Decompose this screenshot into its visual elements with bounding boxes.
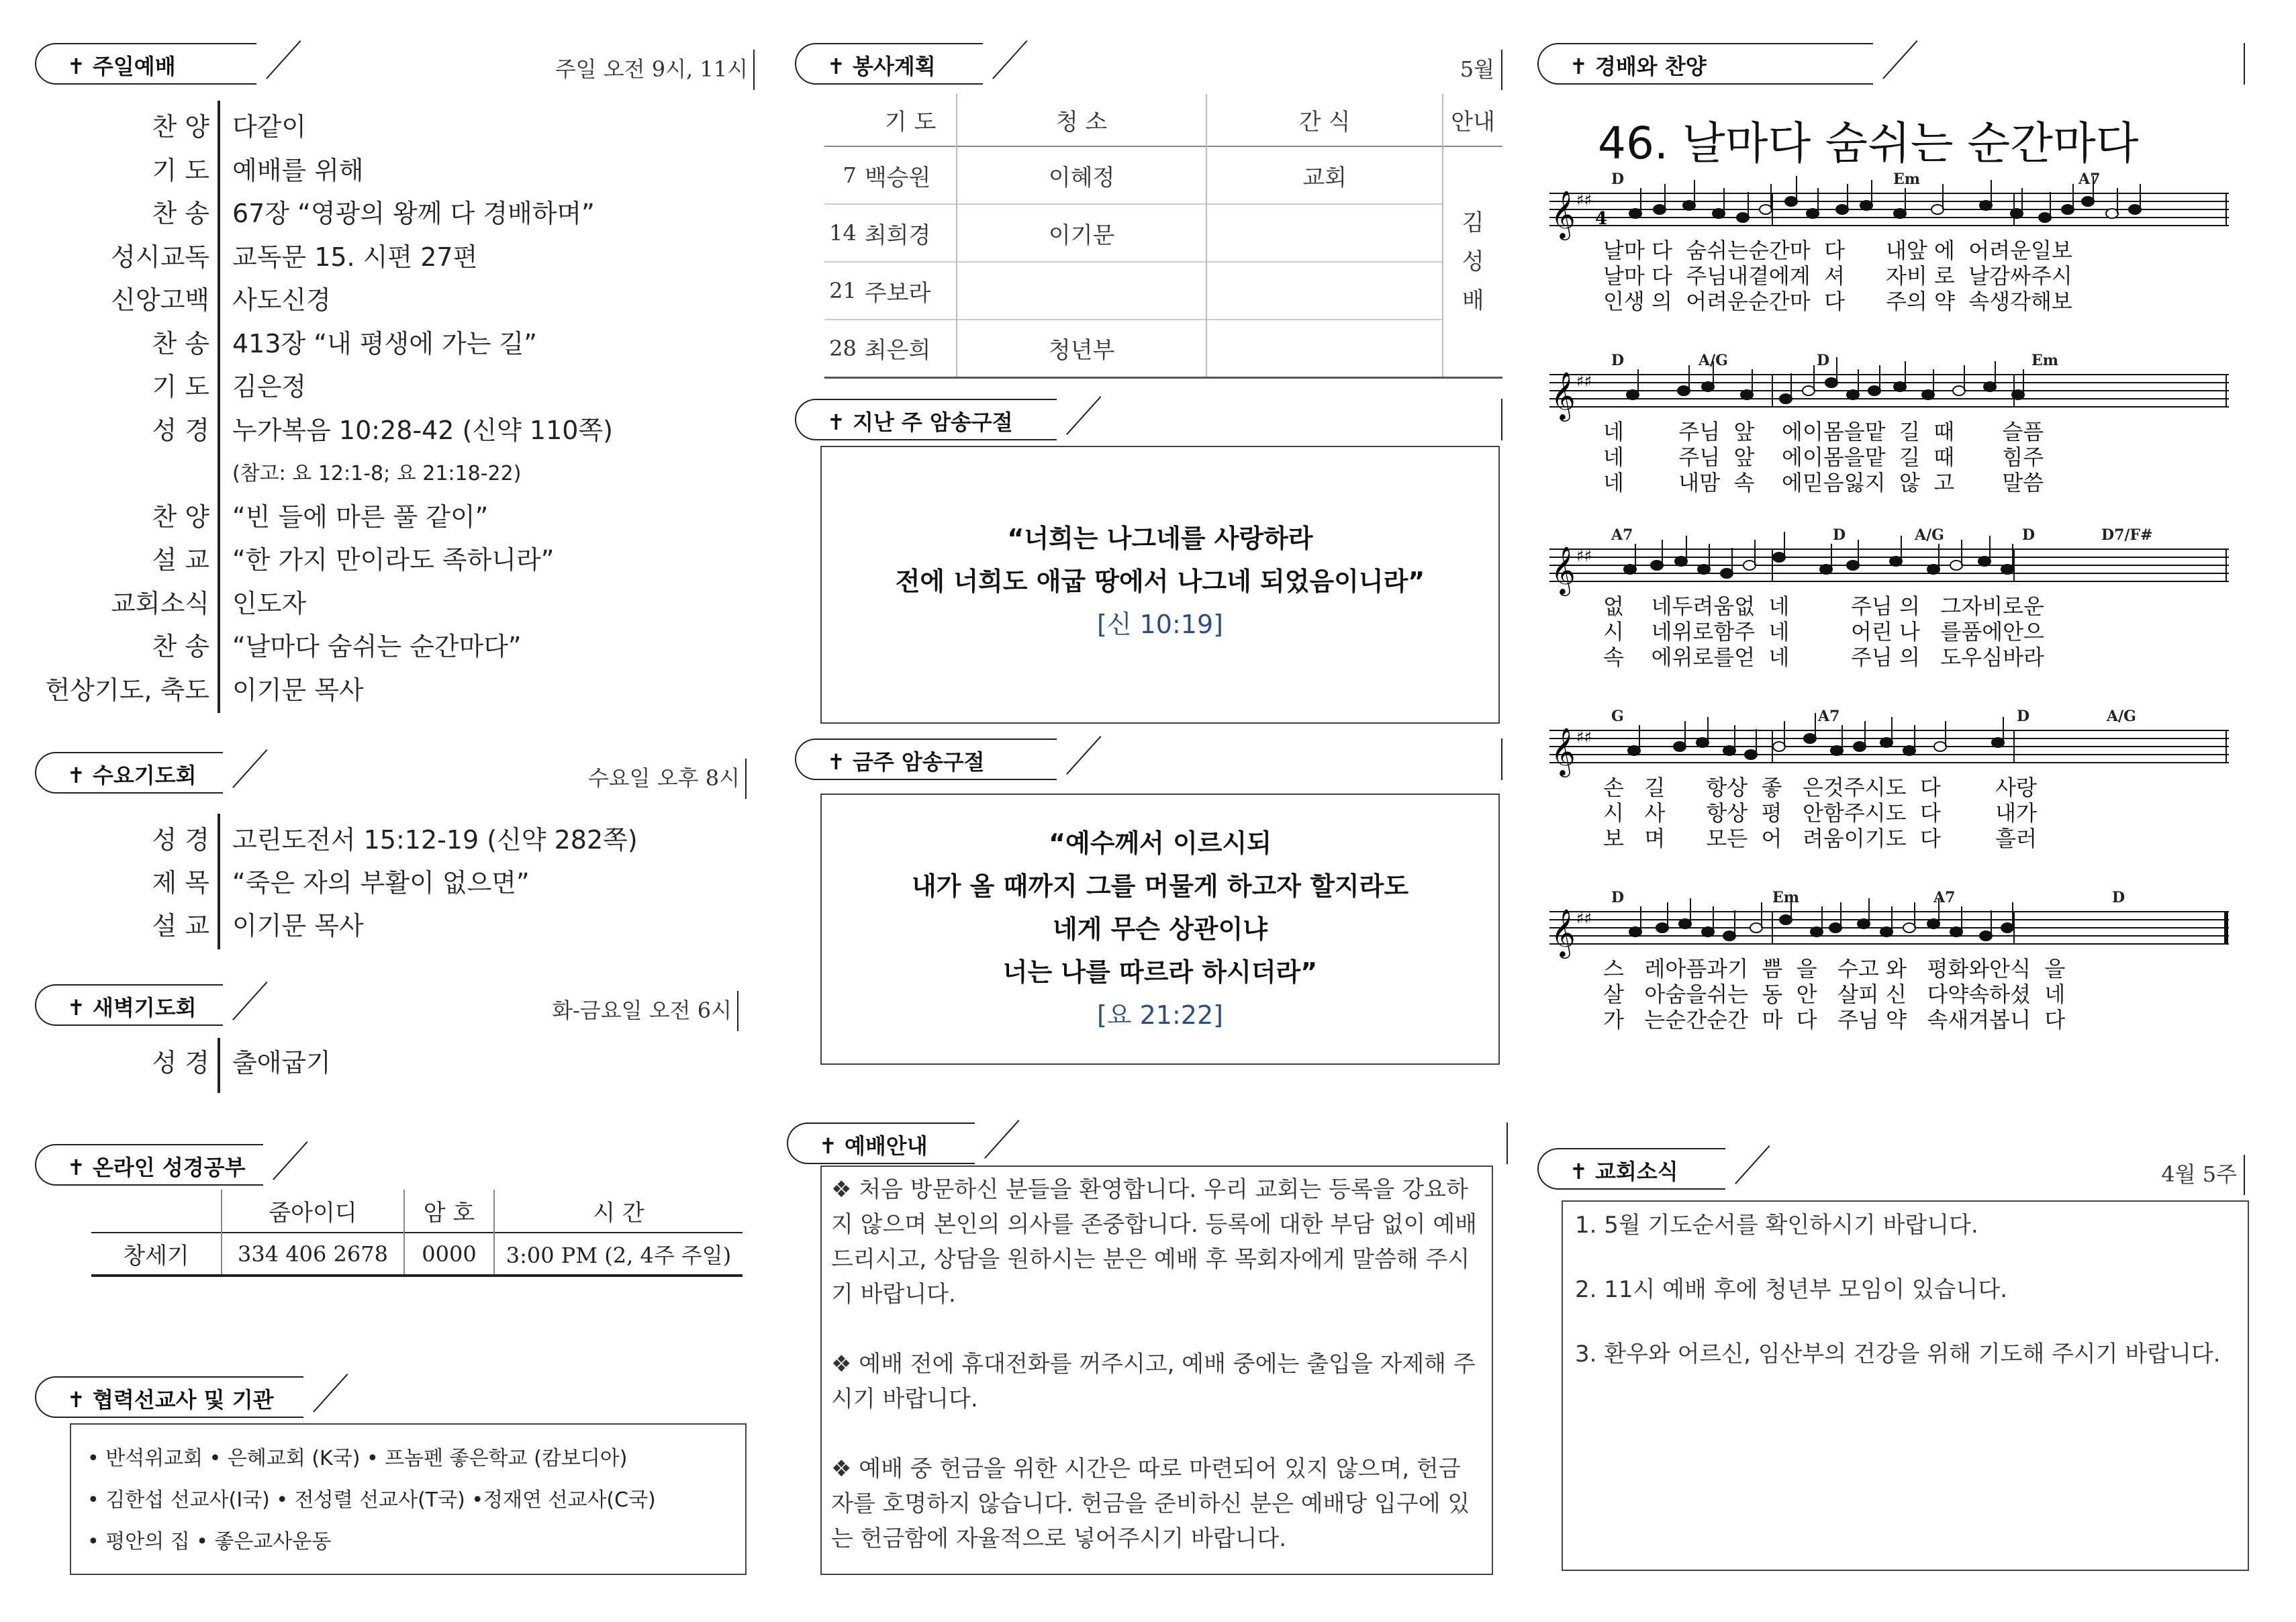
guide-paragraph: ❖ 예배 전에 휴대전화를 꺼주시고, 예배 중에는 출입을 자제해 주시기 바랍니다. <box>831 1351 1476 1413</box>
chord-symbol: G <box>1611 708 1624 725</box>
lyric-line: 없 네두려움없 네 주님 의 그자비로운 <box>1603 593 2044 619</box>
note-head <box>1803 386 1815 395</box>
service-cell <box>1206 320 1443 377</box>
note-head <box>1627 390 1639 399</box>
note-head <box>1629 209 1641 218</box>
chord-symbol: D <box>2022 526 2036 544</box>
verse-reference: [요 21:22] <box>1097 1000 1223 1030</box>
order-label: 성 경 <box>152 825 209 855</box>
note-head <box>1836 205 1848 214</box>
note-head <box>1679 919 1691 928</box>
mission-line: • 김한섭 선교사(I국) • 전성렬 선교사(T국) •정재연 선교사(C국) <box>87 1488 656 1512</box>
online-header-cell: 암 호 <box>404 1190 494 1233</box>
note-head <box>2082 197 2094 206</box>
service-header-cell: 청 소 <box>957 94 1206 146</box>
online-cell: 창세기 <box>123 1243 189 1270</box>
note-head <box>1922 390 1934 399</box>
note-head <box>2106 209 2118 218</box>
chord-symbol: D <box>1611 171 1625 188</box>
order-value: “날마다 숨쉬는 순간마다” <box>232 632 522 661</box>
lyric-line: 날마 다 주님내곁에계 셔 자비 로 날감싸주시 <box>1603 263 2072 289</box>
treble-clef-icon: 𝄞 <box>1551 726 1576 775</box>
note-head <box>1773 742 1785 751</box>
this-verse-title: ✝ 금주 암송구절 <box>827 749 985 775</box>
order-label: 신앙고백 <box>111 285 209 315</box>
online-cell: 3:00 PM (2, 4주 주일) <box>494 1233 743 1276</box>
chord-symbol: D <box>1817 352 1830 369</box>
note-head <box>1785 197 1797 206</box>
lyric-line: 네 주님 앞 에이몸을맡 길 때 힘주 <box>1603 444 2044 470</box>
note-head <box>1656 923 1668 933</box>
service-cell: 이기문 <box>957 204 1206 262</box>
note-head <box>1858 919 1870 928</box>
note-head <box>1629 927 1641 937</box>
sunday-header <box>35 43 755 85</box>
order-label: 성 경 <box>152 415 209 445</box>
note-head <box>2129 205 2141 214</box>
note-head <box>1702 927 1714 937</box>
note-head <box>1780 915 1792 924</box>
note-head <box>1992 738 2004 747</box>
note-head <box>1868 386 1880 395</box>
key-signature-icon: ♯♯ <box>1576 372 1592 391</box>
note-head <box>1654 205 1666 214</box>
key-signature-icon: ♯♯ <box>1576 909 1592 928</box>
lyric-line: 가 는순간순간 마 다 주님 약 속새겨봅니 다 <box>1603 1007 2066 1033</box>
guide-title: ✝ 예배안내 <box>819 1133 928 1159</box>
order-label: 설 교 <box>152 911 209 941</box>
missions-header <box>35 1376 747 1418</box>
chord-symbol: A/G <box>1915 526 1944 544</box>
order-value: “빈 들에 마른 풀 같이” <box>232 502 489 532</box>
order-value: 누가복음 10:28-42 (신약 110쪽) <box>232 415 613 445</box>
order-label: 설 교 <box>152 545 209 575</box>
order-value: 67장 “영광의 왕께 다 경배하며” <box>232 199 595 228</box>
service-header <box>795 43 1502 85</box>
verse-line: 네게 무슨 상관이냐 <box>1052 914 1268 944</box>
online-table <box>91 1190 743 1277</box>
note-head <box>2012 390 2024 399</box>
treble-clef-icon: 𝄞 <box>1551 189 1576 238</box>
guide-paragraph: ❖ 처음 방문하신 분들을 환영합니다. 우리 교회는 등록을 강요하지 않으며 본인의 의사를 존중합니다. 등록에 대한 부담 없이 예배드리시고, 상담을 원하시는 분은 예배 후 목회자에게 말씀해 주시기 바랍니다. <box>831 1176 1478 1308</box>
note-head <box>2001 923 2013 933</box>
chord-symbol: A/G <box>2107 708 2136 725</box>
note-head <box>1811 927 1823 937</box>
note-head <box>1696 738 1709 747</box>
online-header-cell: 줌아이디 <box>222 1190 404 1233</box>
lyric-line: 네 주님 앞 에이몸을맡 길 때 슬픔 <box>1603 419 2044 444</box>
note-head <box>1950 927 1962 937</box>
note-head <box>1931 205 1944 214</box>
online-header-cell: 시 간 <box>494 1190 743 1233</box>
order-value: 교독문 15. 시편 27편 <box>232 242 478 272</box>
online-header-cell <box>91 1190 222 1233</box>
note-head <box>1903 923 1915 933</box>
note-head <box>1807 209 1819 218</box>
treble-clef-icon: 𝄞 <box>1551 371 1576 420</box>
note-head <box>1980 931 1992 941</box>
table-row <box>91 1233 743 1276</box>
service-cell <box>1206 262 1443 320</box>
note-head <box>1624 565 1636 574</box>
treble-clef-icon: 𝄞 <box>1551 908 1576 957</box>
service-cell <box>1206 204 1443 262</box>
news-title: ✝ 교회소식 <box>1570 1159 1678 1184</box>
last-verse-box <box>820 446 1500 724</box>
news-header <box>1537 1148 2245 1190</box>
note-head <box>1651 561 1663 570</box>
note-head <box>1702 382 1714 391</box>
online-cell: 0000 <box>404 1233 494 1276</box>
service-header-cell: 간 식 <box>1206 94 1443 146</box>
note-head <box>1675 557 1687 566</box>
guide-paragraph: ❖ 예배 중 헌금을 위한 시간은 따로 마련되어 있지 않으며, 헌금자를 호명하지 않습니다. 헌금을 준비하신 분은 예배당 입구에 있는 헌금함에 자율적으로 넣어주시기 바랍니다. <box>831 1456 1470 1552</box>
order-label: 성시교독 <box>111 242 209 272</box>
note-head <box>1880 927 1893 937</box>
this-verse-box <box>820 794 1500 1065</box>
service-cell: 이혜정 <box>957 146 1206 204</box>
chord-symbol: A7 <box>2078 171 2101 188</box>
note-head <box>1804 734 1816 743</box>
note-head <box>1890 557 1902 566</box>
order-value: 사도신경 <box>232 285 331 315</box>
note-head <box>1628 746 1640 755</box>
sunday-title: ✝ 주일예배 <box>67 54 176 79</box>
chord-symbol: D <box>1611 352 1625 369</box>
hymn-header <box>1537 43 2245 85</box>
order-value: 김은정 <box>232 372 307 401</box>
note-head <box>1820 565 1832 574</box>
verse-reference: [신 10:19] <box>1097 610 1223 639</box>
order-value: 이기문 목사 <box>232 675 364 705</box>
service-cell: 28 <box>829 335 857 361</box>
note-head <box>1831 746 1843 755</box>
service-header-cell: 안내 <box>1443 94 1502 146</box>
order-label: 기 도 <box>152 155 209 185</box>
guide-header <box>787 1123 1508 1164</box>
service-table-header <box>824 94 1502 146</box>
chord-symbol: D7/F# <box>2101 526 2153 544</box>
note-head <box>1773 553 1785 562</box>
note-head <box>1745 750 1757 759</box>
note-head <box>2011 209 2023 218</box>
service-header-cell <box>824 94 865 146</box>
order-value: 예배를 위해 <box>232 155 364 185</box>
order-value: 고린도전서 15:12-19 (신약 282쪽) <box>232 825 638 855</box>
note-head <box>1980 201 1992 210</box>
chord-symbol: Em <box>2031 352 2059 369</box>
note-head <box>1927 919 1940 928</box>
verse-line: “너희는 나그네를 사랑하라 <box>1007 524 1313 553</box>
service-guide: 김 성 배 <box>1443 146 1502 377</box>
mission-line: • 반석위교회 • 은혜교회 (K국) • 프놈펜 좋은학교 (캄보디아) <box>87 1447 628 1470</box>
note-head <box>1927 565 1940 574</box>
table-row <box>824 204 1502 262</box>
treble-clef-icon: 𝄞 <box>1551 545 1576 594</box>
hymn-song-title: 46. 날마다 숨쉬는 순간마다 <box>1598 117 2139 169</box>
service-cell: 교회 <box>1206 146 1443 204</box>
note-head <box>1721 569 1733 578</box>
last-verse-header <box>795 399 1502 440</box>
lyric-line: 보 며 모든 어 려움이기도 다 흘러 <box>1603 826 2037 851</box>
key-signature-icon: ♯♯ <box>1576 728 1592 747</box>
dawn-time: 화-금요일 오전 6시 <box>552 998 732 1023</box>
note-head <box>1737 213 1749 222</box>
note-head <box>2062 205 2074 214</box>
order-label: 찬 송 <box>152 632 209 661</box>
lyric-line: 스 레아픔과기 쁨 을 수고 와 평화와안식 을 <box>1603 956 2066 982</box>
chord-symbol: D <box>1833 526 1846 544</box>
lyric-line: 네 내맘 속 에믿음잃지 않 고 말씀 <box>1603 470 2044 495</box>
service-table <box>824 94 1502 379</box>
service-cell: 21 <box>829 278 857 303</box>
note-head <box>1950 561 1962 570</box>
order-value: 이기문 목사 <box>232 911 364 941</box>
note-head <box>1723 746 1735 755</box>
verse-line: 전에 너희도 애굽 땅에서 나그네 되었음이니라” <box>895 567 1425 596</box>
order-label: 기 도 <box>152 372 209 401</box>
note-head <box>2039 213 2051 222</box>
order-value: (참고: 요 12:1-8; 요 21:18-22) <box>232 462 522 485</box>
verse-line: 내가 올 때까지 그를 머물게 하고자 할지라도 <box>911 871 1409 901</box>
wednesday-header <box>35 752 747 794</box>
order-label: 성 경 <box>152 1048 209 1078</box>
note-head <box>1894 382 1906 391</box>
note-head <box>1847 390 1859 399</box>
table-row <box>824 262 1502 320</box>
order-value: 다같이 <box>232 112 307 142</box>
time-signature-icon: 4 <box>1595 209 1608 229</box>
news-box <box>1562 1200 2249 1571</box>
order-label: 찬 양 <box>152 112 209 142</box>
service-cell: 청년부 <box>957 320 1206 377</box>
verse-line: 너는 나를 따르라 하시더라” <box>1002 957 1318 987</box>
note-head <box>1760 205 1772 214</box>
note-head <box>1880 738 1893 747</box>
missions-title: ✝ 협력선교사 및 기관 <box>67 1387 274 1413</box>
chord-symbol: D <box>2017 708 2030 725</box>
note-head <box>1698 565 1710 574</box>
note-head <box>1674 742 1686 751</box>
order-value: “죽은 자의 부활이 없으면” <box>232 868 530 898</box>
news-item: 3. 환우와 어르신, 임산부의 건강을 위해 기도해 주시기 바랍니다. <box>1575 1341 2221 1368</box>
note-head <box>1903 746 1915 755</box>
note-head <box>1780 394 1792 403</box>
chord-symbol: Em <box>1893 171 1921 188</box>
chord-symbol: Em <box>1772 889 1800 906</box>
note-head <box>1750 923 1762 933</box>
order-label: 찬 송 <box>152 199 209 228</box>
service-month: 5월 <box>1460 56 1494 82</box>
news-item: 2. 11시 예배 후에 청년부 모임이 있습니다. <box>1575 1276 2008 1303</box>
lyric-line: 인생 의 어려운순간마 다 주의 약 속생각해보 <box>1603 289 2072 314</box>
service-cell: 최희경 <box>864 222 931 249</box>
order-label: 제 목 <box>152 868 209 898</box>
service-cell: 14 <box>829 220 857 246</box>
note-head <box>1713 209 1725 218</box>
order-label: 찬 송 <box>152 328 209 359</box>
note-head <box>1847 561 1859 570</box>
order-value: “한 가지 만이라도 족하니라” <box>232 545 555 575</box>
note-head <box>1829 923 1841 933</box>
key-signature-icon: ♯♯ <box>1576 191 1592 209</box>
service-header-cell: 기 도 <box>884 109 937 136</box>
lyric-line: 날마 다 숨쉬는순간마 다 내앞 에 어려운일보 <box>1603 238 2072 263</box>
note-head <box>1984 382 1996 391</box>
this-verse-header <box>795 738 1502 780</box>
lyric-line: 손 길 항상 좋 은것주시도 다 사랑 <box>1603 775 2037 800</box>
service-cell: 최은희 <box>864 337 931 365</box>
order-value: 413장 “내 평생에 가는 길” <box>232 328 537 359</box>
guide-box <box>820 1165 1493 1575</box>
lyric-line: 살 아숨을쉬는 동 안 살피 신 다약속하셨 네 <box>1603 982 2066 1007</box>
wednesday-time: 수요일 오후 8시 <box>587 765 740 791</box>
chord-symbol: D <box>2112 889 2125 906</box>
order-label: 찬 양 <box>152 502 209 532</box>
note-head <box>1825 378 1837 387</box>
note-head <box>1978 557 1991 566</box>
news-item: 1. 5월 기도순서를 확인하시기 바랍니다. <box>1575 1212 1978 1239</box>
online-table-header <box>91 1190 743 1233</box>
note-head <box>1934 742 1946 751</box>
table-row <box>824 320 1502 377</box>
service-cell <box>957 262 1206 320</box>
chord-symbol: D <box>1611 889 1625 906</box>
online-cell: 334 406 2678 <box>222 1233 404 1276</box>
news-week: 4월 5주 <box>2161 1161 2237 1187</box>
online-header <box>35 1144 747 1186</box>
chord-symbol: A7 <box>1933 889 1956 906</box>
note-head <box>1860 201 1872 210</box>
note-head <box>1894 209 1906 218</box>
order-label: 헌상기도, 축도 <box>45 675 209 705</box>
hymn-title: ✝ 경배와 찬양 <box>1570 54 1707 79</box>
key-signature-icon: ♯♯ <box>1576 546 1592 565</box>
dawn-title: ✝ 새벽기도회 <box>67 995 197 1020</box>
last-verse-title: ✝ 지난 주 암송구절 <box>827 410 1013 435</box>
verse-line: “예수께서 이르시되 <box>1049 828 1272 858</box>
chord-symbol: A7 <box>1818 708 1840 725</box>
note-head <box>1953 386 1965 395</box>
order-label: 교회소식 <box>111 588 209 618</box>
lyric-line: 속 에위로를얻 네 주님 의 도우심바라 <box>1603 645 2044 670</box>
lyric-line: 시 사 항상 평 안함주시도 다 내가 <box>1603 800 2037 826</box>
note-head <box>1678 386 1690 395</box>
missions-box <box>70 1423 747 1575</box>
sunday-time: 주일 오전 9시, 11시 <box>555 56 748 82</box>
service-cell: 백승원 <box>864 164 931 191</box>
service-cell: 7 <box>843 162 857 188</box>
note-head <box>1723 931 1735 941</box>
chord-symbol: A/G <box>1699 352 1728 369</box>
dawn-header <box>35 984 738 1026</box>
chord-symbol: A7 <box>1611 526 1633 544</box>
service-title: ✝ 봉사계획 <box>827 54 936 79</box>
table-row <box>824 146 1502 204</box>
note-head <box>1743 561 1756 570</box>
online-title: ✝ 온라인 성경공부 <box>67 1155 246 1180</box>
note-head <box>1683 201 1695 210</box>
order-value: 인도자 <box>232 588 307 618</box>
note-head <box>1741 390 1753 399</box>
note-head <box>2001 565 2013 574</box>
order-value: 출애굽기 <box>232 1048 331 1078</box>
mission-line: • 평안의 집 • 좋은교사운동 <box>87 1530 332 1554</box>
note-head <box>1854 742 1866 751</box>
wednesday-title: ✝ 수요기도회 <box>67 763 197 788</box>
service-cell: 주보라 <box>864 279 931 307</box>
lyric-line: 시 네위로함주 네 어린 나 를품에안으 <box>1603 619 2044 645</box>
